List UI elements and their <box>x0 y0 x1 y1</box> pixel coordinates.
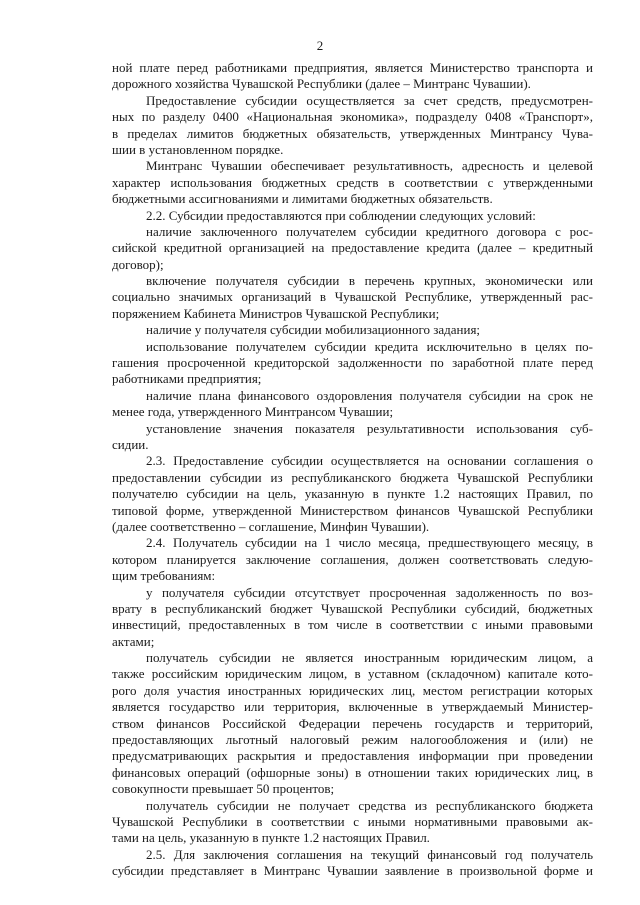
text-line: договор); <box>112 256 164 272</box>
text-line: работниками предприятия; <box>112 371 262 387</box>
text-line: сидии. <box>112 436 149 452</box>
text-line: рого доля участия иностранных юридических лиц, местом регистрации которых <box>112 682 593 698</box>
document-body <box>112 60 593 880</box>
text-line: финансовых операций (офшорные зоны) в отношении таких юридических лиц, в <box>112 764 593 780</box>
text-line: социально значимых организаций в Чувашской Республике, утвержденный рас- <box>112 289 593 305</box>
text-line: получатель субсидии не получает средства из республиканского бюджета <box>146 797 593 813</box>
text-line: предоставлении субсидии из республиканского бюджета Чувашской Республики <box>112 469 593 485</box>
text-line: субсидии представляет в Минтранс Чувашии заявление в произвольной форме и <box>112 863 593 879</box>
text-line: ной плате перед работниками предприятия, является Министерство транспорта и <box>112 60 593 75</box>
text-line: котором планируется заключение соглашения, должен соответствовать следую- <box>112 551 593 567</box>
text-line: ством финансов Российской Федерации перечень государств и территорий, <box>112 715 593 731</box>
text-line: сийской кредитной организацией на предоставление кредита (далее – кредитный <box>112 240 593 256</box>
text-line: Минтранс Чувашии обеспечивает результативность, адресность и целевой <box>146 158 593 174</box>
text-line: шии в установленном порядке. <box>112 141 284 157</box>
text-line: 2.2. Субсидии предоставляются при соблюдении следующих условий: <box>146 207 536 223</box>
text-line: наличие заключенного получателем субсидии кредитного договора с рос- <box>146 223 593 239</box>
text-line: установление значения показателя результативности использования суб- <box>146 420 593 436</box>
text-line: совокупности превышает 50 процентов; <box>112 781 335 797</box>
text-line: дорожного хозяйства Чувашской Республики (далее – Минтранс Чувашии). <box>112 76 531 92</box>
text-line: предусматривающих раскрытия и предоставления информации при проведении <box>112 748 593 764</box>
text-line: получателю субсидии на цель, указанную в пункте 1.2 настоящих Правил, по <box>112 486 593 502</box>
text-line: 2.4. Получатель субсидии на 1 число месяца, предшествующего месяцу, в <box>146 535 593 551</box>
text-line: врату в республиканский бюджет Чувашской Республики субсидий, бюджетных <box>112 600 593 616</box>
text-line: является государство или территория, включенные в утверждаемый Министер- <box>112 699 593 715</box>
text-line: менее года, утвержденного Минтрансом Чувашии; <box>112 404 394 420</box>
text-line: предоставляющих льготный налоговый режим налогообложения и (или) не <box>112 732 593 748</box>
text-line: также российским юридическим лицом, в уставном (складочном) капитале кото- <box>112 666 593 682</box>
text-line: характер использования бюджетных средств в соответствии с утвержденными <box>112 174 593 190</box>
text-line: гашения просроченной кредиторской задолженности по заработной плате перед <box>112 355 593 371</box>
text-line: бюджетными ассигнованиями и лимитами бюджетных обязательств. <box>112 191 493 207</box>
text-line: типовой форме, утвержденной Министерством финансов Чувашской Республики <box>112 502 593 518</box>
text-line: наличие у получателя субсидии мобилизационного задания; <box>146 322 481 338</box>
text-line: включение получателя субсидии в перечень крупных, экономически или <box>146 273 593 289</box>
text-line: у получателя субсидии отсутствует просроченная задолженность по воз- <box>146 584 593 600</box>
text-line: наличие плана финансового оздоровления получателя субсидии на срок не <box>146 387 593 403</box>
text-line: поряжением Кабинета Министров Чувашской Республики; <box>112 305 440 321</box>
text-line: (далее соответственно – соглашение, Минфин Чувашии). <box>112 518 430 534</box>
text-line: актами; <box>112 633 155 649</box>
text-line: ных по разделу 0400 «Национальная экономика», подразделу 0408 «Транспорт», <box>112 109 593 125</box>
text-line: инвестиций, предоставленных в том числе в соответствии с иными правовыми <box>112 617 593 633</box>
text-line: получатель субсидии не является иностранным юридическим лицом, а <box>146 650 593 666</box>
text-line: щим требованиям: <box>112 568 216 584</box>
text-line: 2.3. Предоставление субсидии осуществляется на основании соглашения о <box>146 453 593 469</box>
text-line: Чувашской Республики в соответствии с иными нормативными правовыми ак- <box>112 813 593 829</box>
text-line: Предоставление субсидии осуществляется за счет средств, предусмотрен- <box>146 92 593 108</box>
text-line: тами на цель, указанную в пункте 1.2 настоящих Правил. <box>112 830 430 846</box>
text-line: 2.5. Для заключения соглашения на текущий финансовый год получатель <box>146 846 593 862</box>
text-line: использование получателем субсидии кредита исключительно в целях по- <box>146 338 593 354</box>
page-number: 2 <box>316 38 324 53</box>
text-line: в пределах лимитов бюджетных обязательств, утвержденных Минтрансу Чува- <box>112 125 593 141</box>
